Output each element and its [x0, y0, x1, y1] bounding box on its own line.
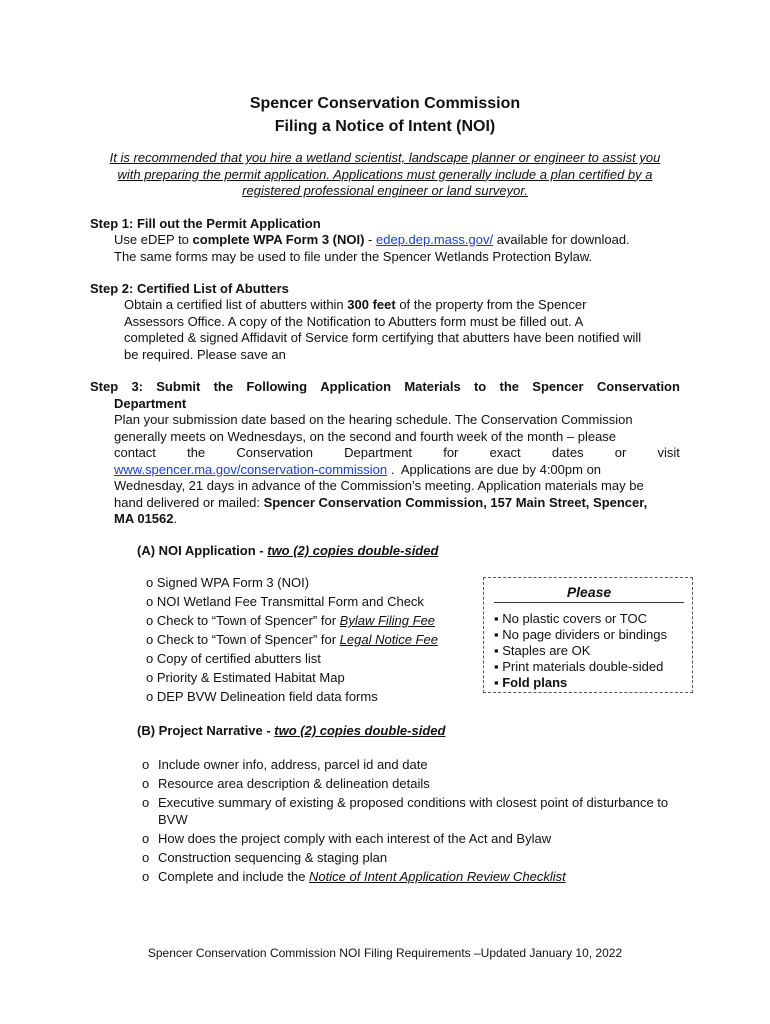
please-item	[494, 659, 667, 675]
please-item-text: Staples are OK	[502, 643, 591, 658]
step3-text: generally meets on Wednesdays, on the second and fourth week of the month – please	[114, 428, 617, 444]
please-item	[494, 675, 667, 691]
checkbox-marker: o	[142, 795, 150, 810]
checklist-item	[146, 668, 438, 687]
step2-body	[124, 297, 689, 363]
checkbox-marker: o	[142, 776, 150, 791]
step3-heading-line	[90, 379, 680, 396]
review-checklist-reference: Notice of Intent Application Review Checklist	[309, 869, 566, 884]
checkbox-marker: o	[142, 869, 150, 884]
checklist-item-text: NOI Wetland Fee Transmittal Form and Check	[156, 594, 424, 609]
square-bullet-icon: ▪	[494, 643, 503, 658]
please-box-title: Please	[494, 584, 684, 603]
step3-heading-word: Following	[246, 379, 308, 394]
step3-heading-word: the	[213, 379, 234, 394]
please-item	[494, 643, 667, 659]
step3-heading-word: Application	[320, 379, 392, 394]
step3-text: .	[173, 511, 178, 526]
please-item-text: No plastic covers or TOC	[502, 611, 647, 626]
step3-heading-word: the	[499, 379, 520, 394]
document-title: Spencer Conservation Commission	[249, 95, 521, 112]
step3-line	[114, 412, 680, 429]
narrative-item	[142, 868, 687, 885]
please-item	[494, 611, 667, 627]
step3-heading-word: Conservation	[596, 379, 680, 394]
step3-text: Wednesday, 21 days in advance of the Commission’s meeting. Application materials may be	[114, 478, 644, 493]
narrative-item-text: Construction sequencing & staging plan	[158, 850, 388, 865]
step3-text: hand delivered or mailed:	[114, 494, 264, 510]
checkbox-marker: o	[146, 670, 157, 685]
section-b-heading-text: (B) Project Narrative -	[137, 723, 275, 738]
checkbox-marker: o	[146, 689, 157, 704]
step3-word: dates	[551, 445, 584, 460]
square-bullet-icon: ▪	[494, 627, 503, 642]
checkbox-marker: o	[146, 613, 157, 628]
step1-bold-text: complete WPA Form 3 (NOI)	[192, 232, 365, 247]
section-a-heading	[137, 543, 438, 558]
section-b-heading-emphasis: two (2) copies double-sided	[274, 723, 446, 738]
step2-bold-text: 300 feet	[347, 297, 396, 312]
step3-text: Plan your submission date based on the hearing schedule. The Conservation Commission	[114, 412, 633, 427]
checklist-item	[146, 630, 438, 649]
noi-application-checklist	[146, 573, 438, 706]
narrative-item	[142, 849, 687, 866]
step2-heading: Step 2: Certified List of Abutters	[90, 281, 289, 296]
step3-heading-word: Materials	[404, 379, 461, 394]
narrative-item-text	[158, 868, 566, 885]
commission-address-zip: MA 01562	[114, 511, 174, 526]
checklist-item	[146, 611, 438, 630]
commission-address: Spencer Conservation Commission, 157 Main Street, Spencer,	[263, 494, 648, 510]
step3-heading-word: 3:	[131, 379, 143, 394]
step3-heading-line: Department	[114, 395, 187, 411]
step2-text: Obtain a certified list of abutters within	[124, 297, 348, 312]
please-notice-box	[483, 577, 693, 693]
step1-text: -	[364, 232, 376, 247]
intro-line: registered professional engineer or land surveyor.	[242, 183, 528, 198]
please-item-text: Fold plans	[502, 675, 568, 690]
section-a-heading-emphasis: two (2) copies double-sided	[267, 543, 439, 558]
checkbox-marker: o	[146, 594, 157, 609]
checklist-item	[146, 573, 438, 592]
checklist-item-text: Check to “Town of Spencer” for	[156, 613, 340, 628]
please-item-text: No page dividers or bindings	[502, 627, 668, 642]
square-bullet-icon: ▪	[494, 611, 503, 626]
step2-text: Assessors Office. A copy of the Notification to Abutters form must be filled out. A	[124, 313, 584, 329]
step3-heading-word: Spencer	[532, 379, 584, 394]
step3-word: the	[187, 445, 206, 460]
step3-word: Department	[344, 445, 413, 460]
checklist-item-text: Copy of certified abutters list	[156, 651, 321, 666]
checklist-item-emphasis: Legal Notice Fee	[339, 632, 438, 647]
step1-text: Use eDEP to	[114, 232, 193, 247]
page-footer: Spencer Conservation Commission NOI Filing Requirements –Updated January 10, 2022	[147, 946, 623, 960]
step3-heading-word: Submit	[156, 379, 201, 394]
document-subtitle: Filing a Notice of Intent (NOI)	[274, 118, 496, 135]
step3-word: or	[614, 445, 627, 460]
checkbox-marker: o	[146, 632, 157, 647]
intro-line: with preparing the permit application. Applications must generally include a plan certified by a	[117, 166, 653, 182]
narrative-item-text: Complete and include the	[158, 869, 310, 884]
step2-text: of the property from the Spencer	[395, 297, 587, 312]
step3-word: contact	[114, 445, 156, 460]
please-box-list	[494, 611, 667, 691]
narrative-item	[142, 775, 687, 792]
step3-body	[114, 412, 680, 528]
conservation-commission-link[interactable]: www.spencer.ma.gov/conservation-commission	[114, 461, 388, 477]
narrative-item-text: Resource area description & delineation details	[158, 776, 430, 791]
checklist-item-text: Priority & Estimated Habitat Map	[156, 670, 345, 685]
step3-text: . Applications are due by 4:00pm on	[387, 461, 602, 477]
step3-heading-word: Step	[90, 379, 119, 394]
step3-word: for	[443, 445, 459, 460]
checklist-item-text: Check to “Town of Spencer” for	[156, 632, 340, 647]
step1-text: The same forms may be used to file under the Spencer Wetlands Protection Bylaw.	[114, 248, 593, 264]
narrative-item-text: How does the project comply with each interest of the Act and Bylaw	[158, 831, 552, 846]
step3-word: exact	[489, 445, 521, 460]
checkbox-marker: o	[142, 850, 150, 865]
narrative-item	[142, 830, 687, 847]
intro-recommendation	[88, 150, 682, 200]
step3-line	[114, 445, 680, 462]
please-item-text: Print materials double-sided	[502, 659, 664, 674]
checklist-item-text: Signed WPA Form 3 (NOI)	[156, 575, 310, 590]
square-bullet-icon: ▪	[494, 659, 503, 674]
checklist-item	[146, 592, 438, 611]
step3-heading	[90, 379, 680, 412]
checkbox-marker: o	[146, 651, 157, 666]
checklist-item	[146, 649, 438, 668]
step3-word: Conservation	[236, 445, 313, 460]
step2-text: completed & signed Affidavit of Service form certifying that abutters have been notified will	[124, 330, 642, 345]
narrative-item-text: Include owner info, address, parcel id and date	[158, 757, 428, 772]
step3-word: visit	[657, 445, 680, 460]
edep-link[interactable]: edep.dep.mass.gov/	[376, 232, 494, 247]
narrative-item	[142, 756, 687, 773]
square-bullet-icon: ▪	[494, 675, 503, 690]
step3-heading-word: to	[473, 379, 487, 394]
checklist-item-emphasis: Bylaw Filing Fee	[339, 613, 436, 628]
section-b-heading	[137, 723, 445, 738]
project-narrative-checklist	[142, 756, 687, 887]
narrative-item-text: Executive summary of existing & proposed conditions with closest point of disturbance to BVW	[158, 795, 669, 827]
checkbox-marker: o	[142, 757, 150, 772]
narrative-item	[142, 794, 687, 828]
step1-body	[114, 232, 684, 265]
step1-heading: Step 1: Fill out the Permit Application	[90, 216, 321, 231]
checkbox-marker: o	[146, 575, 157, 590]
checklist-item	[146, 687, 438, 706]
section-a-heading-text: (A) NOI Application -	[137, 543, 268, 558]
please-item	[494, 627, 667, 643]
checklist-item-text: DEP BVW Delineation field data forms	[156, 689, 378, 704]
intro-line: It is recommended that you hire a wetland scientist, landscape planner or engineer to assist you	[109, 150, 661, 165]
checkbox-marker: o	[142, 831, 150, 846]
step1-text: available for download.	[493, 232, 630, 247]
step2-text: be required. Please save an	[124, 346, 286, 362]
